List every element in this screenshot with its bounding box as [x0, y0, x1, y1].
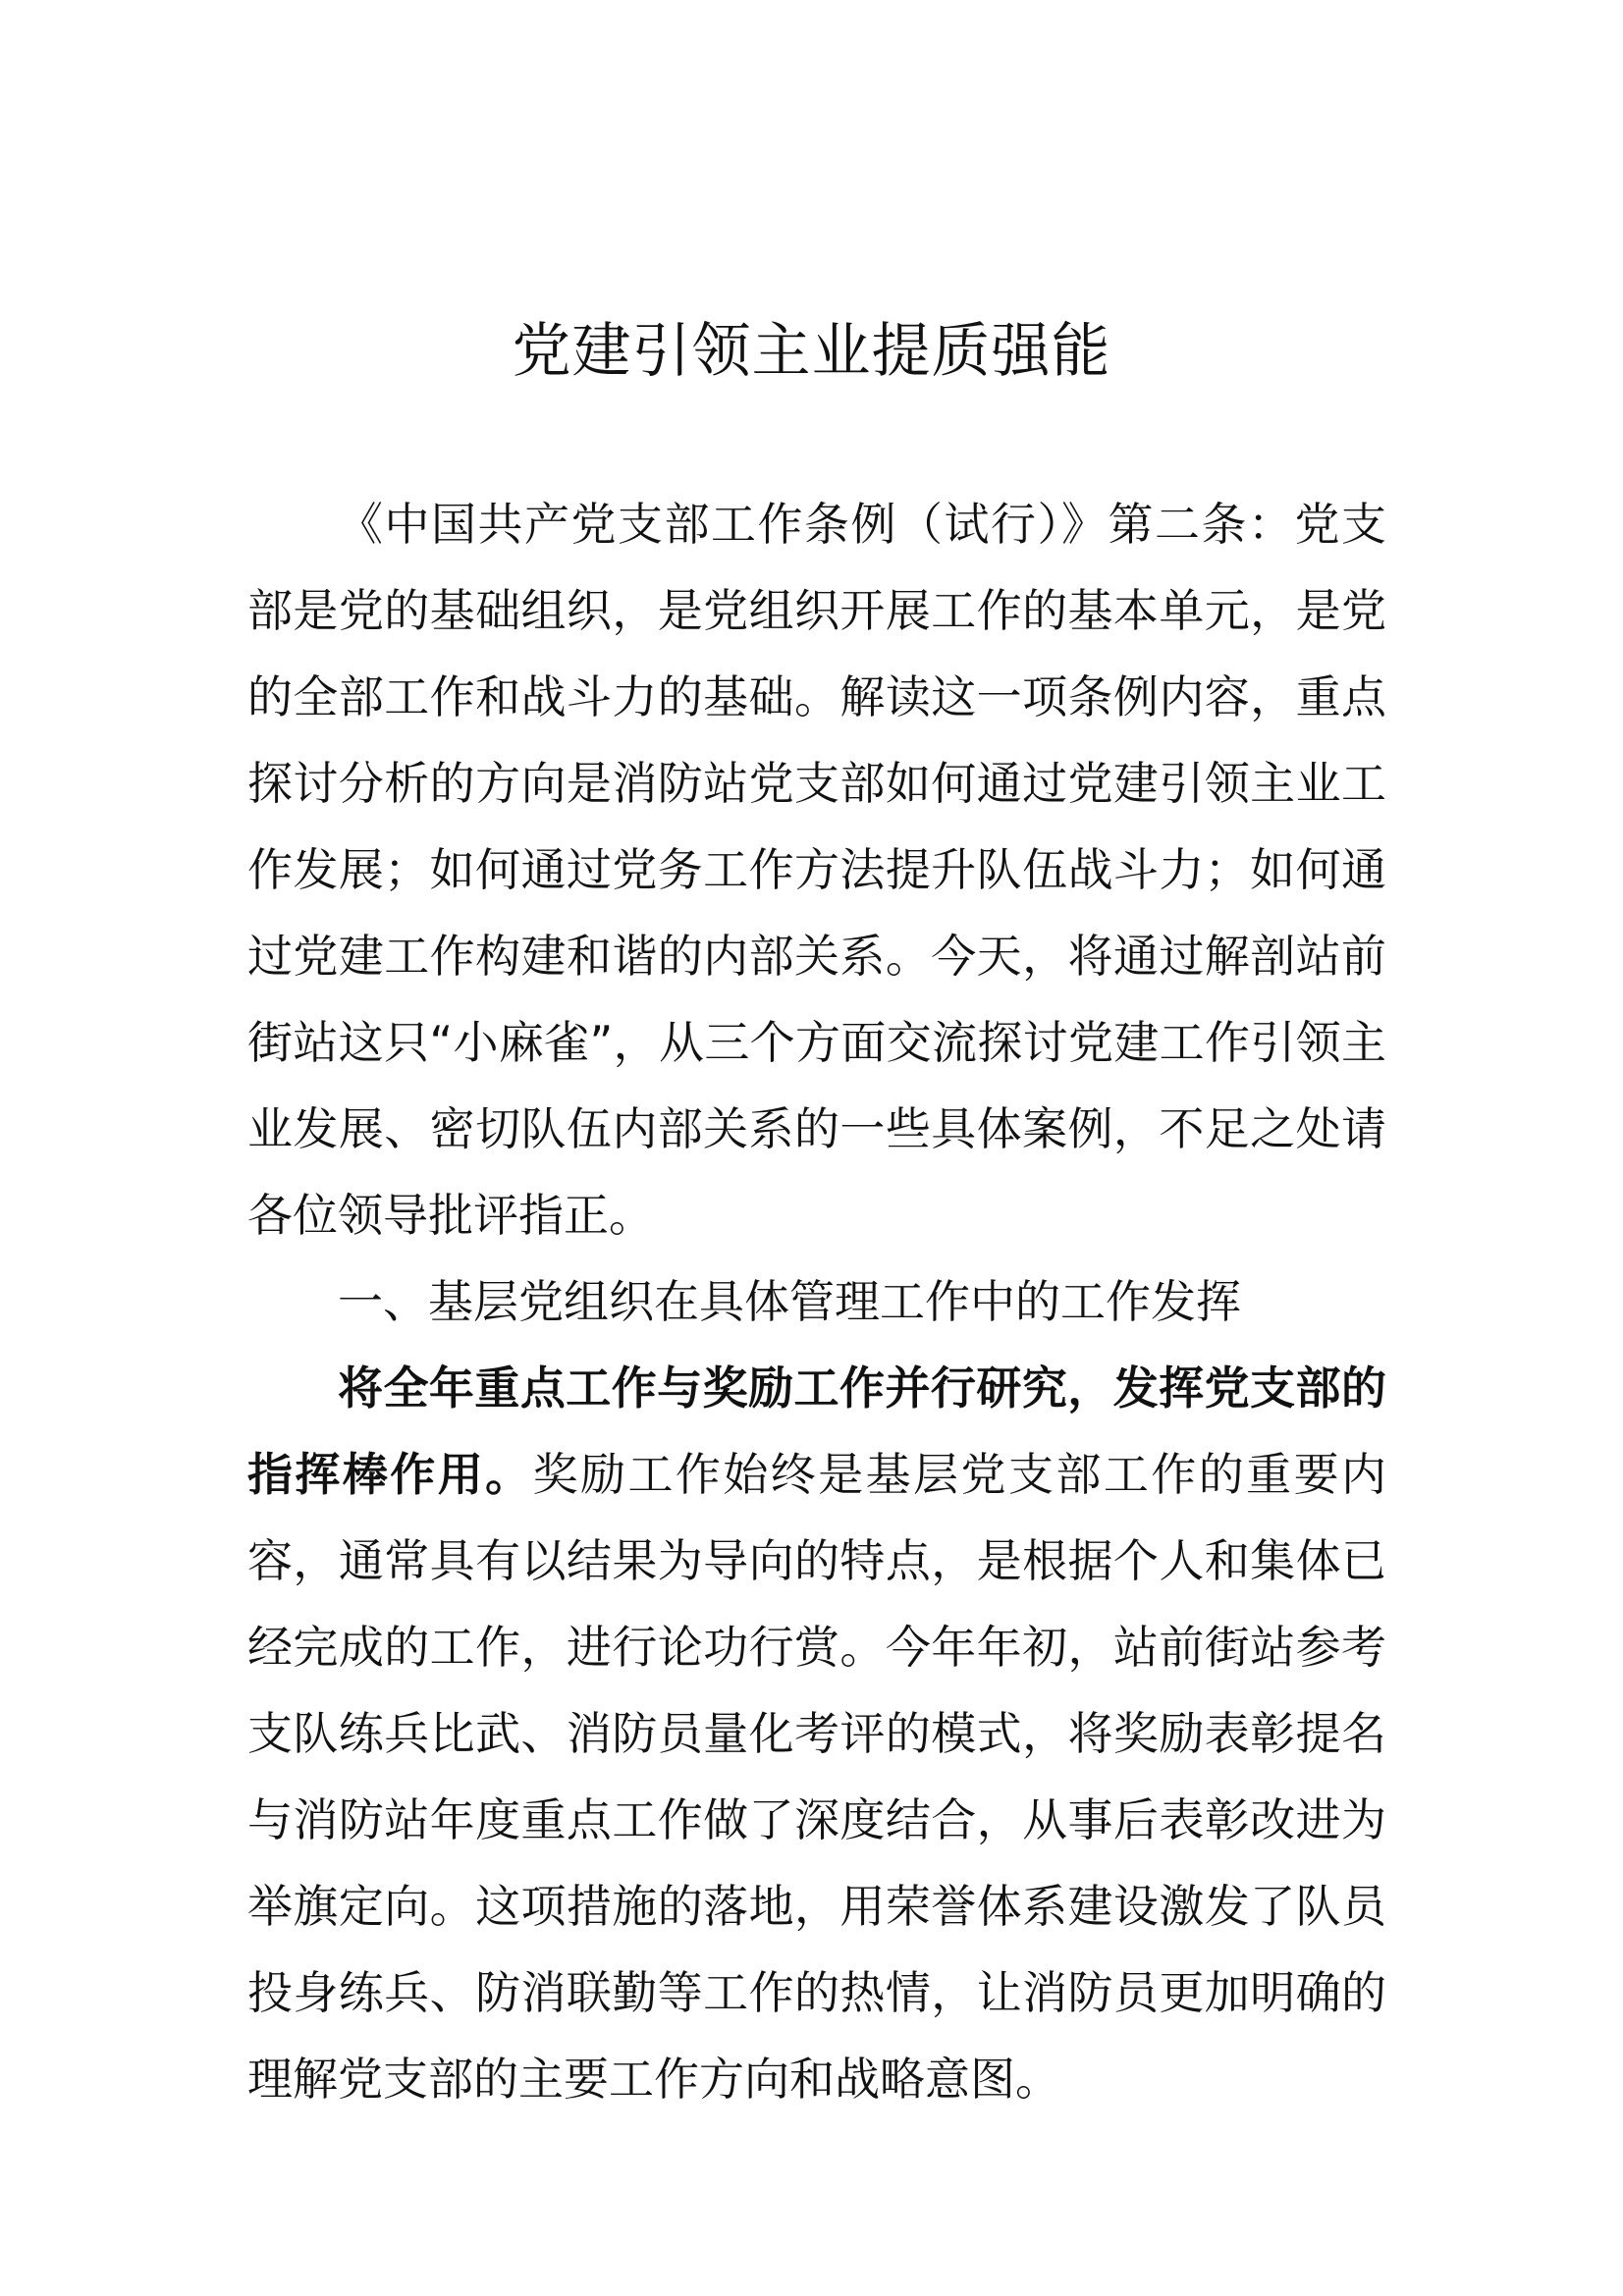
section-heading-1	[247, 1258, 1386, 1345]
paragraph-rewards-text: 奖励工作始终是基层党支部工作的重要内容，通常具有以结果为导向的特点，是根据个人和集体已经完成的工作，进行论功行赏。今年年初，站前街站参考支队练兵比武、消防员量化考评的模式，将奖励表彰提名与消防站年度重点工作做了深度结合，从事后表彰改进为举旗定向。这项措施的落地，用荣誉体系建设激发了队员投身练兵、防消联勤等工作的热情，让消防员更加明确的理解党支部的主要工作方向和战略意图。	[247, 1448, 1387, 2106]
document-body	[247, 481, 1386, 2122]
paragraph-rewards-lead: 将全年重点工作与奖励工作并行研究，发挥党支部的指挥棒作用。	[247, 1362, 1386, 1501]
section-heading-1-text: 一、基层党组织在具体管理工作中的工作发挥	[338, 1275, 1241, 1328]
document-title: 党建引领主业提质强能	[512, 317, 1111, 386]
paragraph-intro-text: 《中国共产党支部工作条例（试行）》第二条：党支部是党的基础组织，是党组织开展工作的基本单元，是党的全部工作和战斗力的基础。解读这一项条例内容，重点探讨分析的方向是消防站党支部如何通过党建引领主业工作发展；如何通过党务工作方法提升队伍战斗力；如何通过党建工作构建和谐的内部关系。今天，将通过解剖站前街站这只“小麻雀”，从三个方面交流探讨党建工作引领主业发展、密切队伍内部关系的一些具体案例，不足之处请各位领导批评指正。	[247, 498, 1386, 1242]
paragraph-rewards	[247, 1345, 1386, 2122]
paragraph-intro	[247, 481, 1386, 1258]
